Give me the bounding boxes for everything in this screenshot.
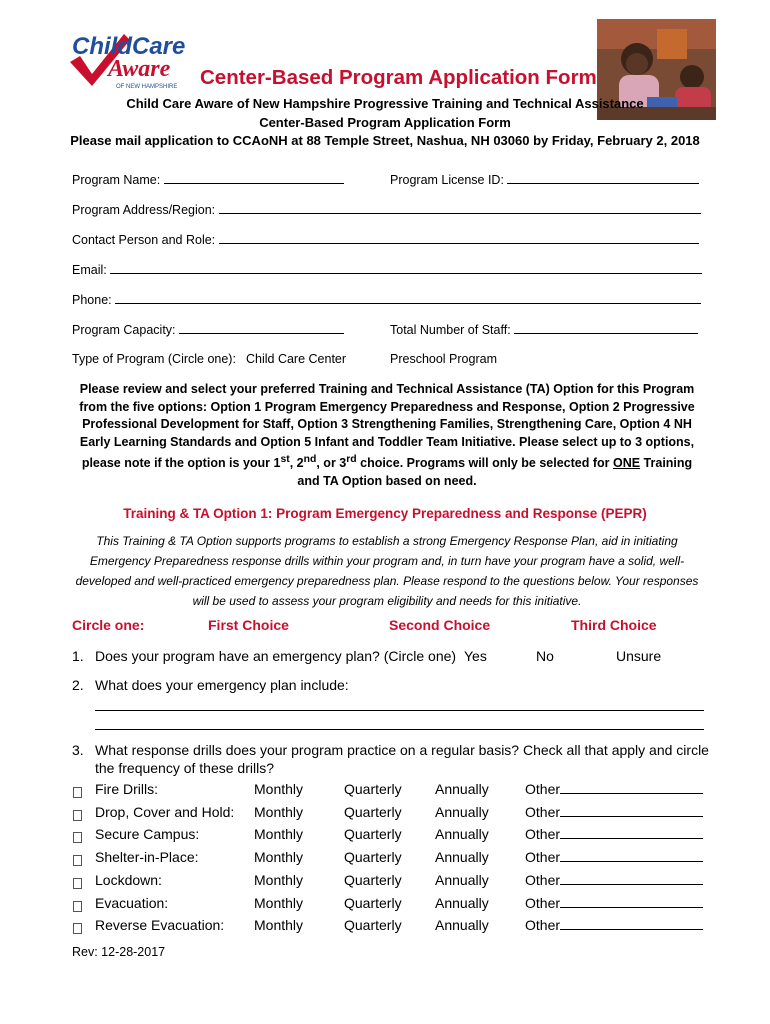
freq-other-line[interactable] (560, 781, 703, 794)
instructions-sep1: , 2 (289, 456, 304, 471)
q1-unsure[interactable]: Unsure (616, 648, 662, 664)
capacity-line[interactable] (179, 321, 344, 334)
svg-text:Aware: Aware (108, 56, 171, 82)
freq-other-line[interactable] (560, 895, 703, 908)
q1-number: 1. (72, 648, 84, 664)
freq-monthly[interactable]: Monthly (254, 849, 304, 866)
freq-monthly[interactable]: Monthly (254, 894, 304, 911)
capacity-field (72, 321, 344, 337)
freq-other-label: Other (525, 781, 561, 797)
program-type-label: Type of Program (Circle one): (72, 352, 236, 366)
q3-text-line1: What response drills does your program practice on a regular basis? Check all that apply and circle (95, 742, 709, 758)
freq-other[interactable] (525, 872, 703, 888)
form-subheading: Center-Based Program Application Form (259, 115, 511, 130)
drill-checkbox[interactable] (73, 852, 82, 870)
staff-label: Total Number of Staff: (390, 323, 511, 337)
drill-label: Lockdown: (95, 871, 162, 888)
type-option-preschool-program[interactable]: Preschool Program (390, 352, 497, 366)
type-option-child-care-center[interactable]: Child Care Center (246, 352, 347, 366)
freq-other-line[interactable] (560, 872, 703, 885)
third-choice[interactable]: Third Choice (571, 617, 657, 633)
freq-other-label: Other (525, 826, 561, 843)
circle-one-label: Circle one: (72, 617, 145, 633)
sup-nd: nd (303, 454, 317, 465)
revision-date: Rev: 12-28-2017 (72, 945, 166, 959)
staff-field (390, 321, 698, 337)
program-name-label: Program Name: (72, 173, 161, 187)
freq-annually[interactable]: Annually (435, 826, 489, 843)
q2-answer-line-2[interactable] (95, 729, 704, 730)
contact-field (72, 231, 699, 247)
capacity-label: Program Capacity: (72, 323, 176, 337)
phone-line[interactable] (115, 291, 701, 304)
freq-quarterly[interactable]: Quarterly (344, 894, 402, 911)
freq-annually[interactable]: Annually (435, 803, 489, 820)
drill-checkbox[interactable] (73, 920, 82, 938)
option1-description: This Training & TA Option supports programs to establish a strong Emergency Response Plan, aid in initiating Emergency Preparedness response drills within your program and, in turn have your program have a solid, well-developed and well-practiced emergency preparedness plan. Please respond to the questions below. Your responses will be used to assess your program eligibility and needs for this initiative. (75, 534, 699, 608)
address-label: Program Address/Region: (72, 203, 216, 217)
q1-text: Does your program have an emergency plan? (Circle one) (95, 648, 457, 664)
freq-quarterly[interactable]: Quarterly (344, 826, 402, 843)
email-label: Email: (72, 263, 107, 277)
drill-label: Secure Campus: (95, 826, 200, 843)
freq-other[interactable] (525, 804, 703, 820)
program-heading: Child Care Aware of New Hampshire Progressive Training and Technical Assistance (126, 96, 644, 111)
sup-st: st (280, 454, 290, 465)
freq-annually[interactable]: Annually (435, 849, 489, 866)
mailing-instructions: Please mail application to CCAoNH at 88 Temple Street, Nashua, NH 03060 by Friday, February 2, 2018 (70, 133, 700, 148)
drill-checkbox[interactable] (73, 875, 82, 893)
freq-other-label: Other (525, 803, 561, 820)
freq-monthly[interactable]: Monthly (254, 871, 304, 888)
freq-other[interactable] (525, 849, 703, 865)
childcare-aware-logo (64, 22, 194, 94)
form-title: Center-Based Program Application Form (200, 66, 597, 89)
q2-answer-line-1[interactable] (95, 710, 704, 711)
freq-other-line[interactable] (560, 826, 703, 839)
staff-line[interactable] (514, 321, 698, 334)
q2-text: What does your emergency plan include: (95, 677, 349, 693)
instructions-paragraph (70, 381, 704, 490)
phone-field (72, 291, 701, 307)
freq-other-label: Other (525, 917, 561, 934)
q1-yes[interactable]: Yes (464, 648, 487, 664)
email-line[interactable] (110, 261, 702, 274)
freq-other[interactable] (525, 826, 703, 842)
drill-label: Drop, Cover and Hold: (95, 803, 235, 820)
freq-annually[interactable]: Annually (435, 871, 489, 888)
freq-other-line[interactable] (560, 917, 703, 930)
option1-title: Training & TA Option 1: Program Emergency Preparedness and Response (PEPR) (123, 506, 647, 521)
freq-other-line[interactable] (560, 804, 703, 817)
freq-other-label: Other (525, 849, 561, 866)
freq-monthly[interactable]: Monthly (254, 917, 304, 934)
freq-other-line[interactable] (560, 849, 703, 862)
freq-annually[interactable]: Annually (435, 894, 489, 911)
sup-rd: rd (346, 454, 357, 465)
contact-label: Contact Person and Role: (72, 233, 216, 247)
freq-quarterly[interactable]: Quarterly (344, 803, 402, 820)
drill-label: Reverse Evacuation: (95, 917, 225, 934)
freq-other[interactable] (525, 917, 703, 933)
first-choice[interactable]: First Choice (208, 617, 289, 633)
second-choice[interactable]: Second Choice (389, 617, 491, 633)
q2-number: 2. (72, 677, 84, 693)
instructions-part1: Please review and select your preferred Training and Technical Assistance (TA) Option for this Program from the five options: Option 1 Program Emergency Preparedness and Response, Option 2 Progressive Professional Development for Staff, Option 3 Strengthening Families, Strengthening Care, Option 4 NH Early Learning Standards and Option 5 Infant and Toddler Team Initiative. Please select up to 3 options, please note if the option is your 1 (79, 382, 695, 471)
freq-monthly[interactable]: Monthly (254, 803, 304, 820)
svg-text:OF NEW HAMPSHIRE: OF NEW HAMPSHIRE (116, 84, 178, 90)
address-line[interactable] (219, 201, 701, 214)
instructions-sep2: , or 3 (316, 456, 347, 471)
q3-number: 3. (72, 742, 84, 758)
contact-line[interactable] (219, 231, 699, 244)
drill-label: Evacuation: (95, 894, 169, 911)
freq-quarterly[interactable]: Quarterly (344, 849, 402, 866)
email-field (72, 261, 702, 277)
freq-quarterly[interactable]: Quarterly (344, 917, 402, 934)
instructions-part3: Training and TA Option based on need. (297, 456, 693, 488)
freq-other[interactable] (525, 895, 703, 911)
q3-text-line2: the frequency of these drills? (95, 760, 274, 776)
drill-label: Fire Drills: (95, 781, 158, 797)
freq-quarterly[interactable]: Quarterly (344, 871, 402, 888)
freq-other-label: Other (525, 894, 561, 911)
drill-checkbox[interactable] (73, 829, 82, 847)
license-id-field (390, 171, 699, 187)
freq-annually[interactable]: Annually (435, 781, 489, 797)
drill-checkbox[interactable] (73, 898, 82, 916)
license-id-line[interactable] (507, 171, 699, 184)
instructions-one: ONE (612, 456, 641, 471)
drill-checkbox[interactable] (73, 807, 82, 825)
program-name-field (72, 171, 344, 187)
freq-other-label: Other (525, 871, 561, 888)
drill-label: Shelter-in-Place: (95, 849, 199, 866)
license-id-label: Program License ID: (390, 173, 504, 187)
freq-monthly[interactable]: Monthly (254, 781, 304, 797)
freq-monthly[interactable]: Monthly (254, 826, 304, 843)
address-field (72, 201, 701, 217)
instructions-part2: choice. Programs will only be selected for (356, 456, 613, 471)
svg-text:ChildCare: ChildCare (72, 33, 186, 60)
freq-quarterly[interactable]: Quarterly (344, 781, 402, 797)
freq-annually[interactable]: Annually (435, 917, 489, 934)
drill-checkbox[interactable] (73, 784, 82, 802)
freq-other[interactable] (525, 781, 703, 797)
q1-no[interactable]: No (536, 648, 554, 664)
phone-label: Phone: (72, 293, 112, 307)
program-name-line[interactable] (164, 171, 344, 184)
